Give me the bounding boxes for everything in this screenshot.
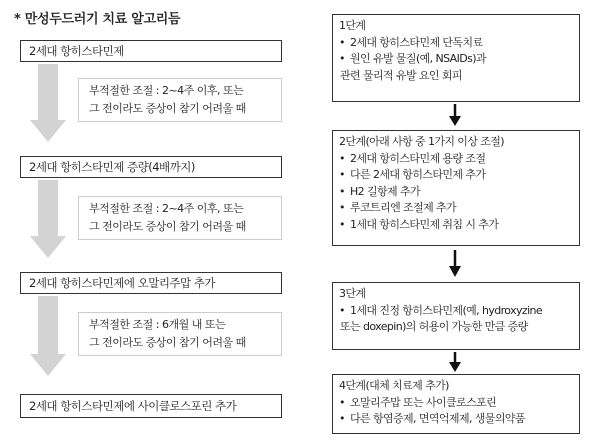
black-down-arrow — [447, 352, 463, 374]
step-item: • 오말리주맙 또는 사이클로스포린 — [339, 395, 575, 412]
note-inadequate-control-1 — [78, 78, 282, 122]
note-line: 부적절한 조절 : 2~4주 이후, 또는 — [89, 84, 244, 97]
step-heading: 4단계(대체 치료제 추가) — [339, 379, 449, 392]
step-item: • 2세대 항히스타민제 단독치료 — [339, 35, 575, 52]
note-line: 그 전이라도 증상이 참기 어려울 때 — [89, 336, 246, 349]
step-heading: 1단계 — [339, 19, 366, 32]
step-3-box — [332, 282, 580, 350]
step-4-box — [332, 374, 580, 434]
grey-down-arrow — [28, 296, 68, 378]
black-down-arrow — [447, 104, 463, 128]
note-line: 그 전이라도 증상이 참기 어려울 때 — [89, 102, 246, 115]
note-line: 그 전이라도 증상이 참기 어려울 때 — [89, 220, 246, 233]
step-item: • 루코트리엔 조절제 추가 — [339, 200, 575, 217]
step-item: • 2세대 항히스타민제 용량 조절 — [339, 151, 575, 168]
left-box-label: 2세대 항히스타민제에 사이클로스포린 추가 — [29, 399, 237, 413]
step-heading: 3단계 — [339, 287, 366, 300]
step-item: • H2 길항제 추가 — [339, 184, 575, 201]
left-box-antihistamine — [20, 40, 282, 62]
grey-down-arrow — [28, 180, 68, 260]
step-item: • 다른 항염증제, 면역억제제, 생물의약품 — [339, 411, 575, 428]
step-item: • 1세대 진정 항히스타민제(예, hydroxyzine — [339, 303, 575, 320]
note-line: 부적절한 조절 : 2~4주 이후, 또는 — [89, 202, 244, 215]
black-down-arrow — [447, 250, 463, 280]
left-box-add-cyclosporine — [20, 394, 282, 418]
note-inadequate-control-2 — [78, 196, 282, 240]
note-inadequate-control-3 — [78, 312, 282, 356]
step-item: • 다른 2세대 항히스타민제 추가 — [339, 167, 575, 184]
step-item-continuation: 또는 doxepin)의 허용이 가능한 만큼 증량 — [340, 320, 528, 333]
page-title: * 만성두드러기 치료 알고리듬 — [14, 12, 181, 27]
left-box-add-omalizumab — [20, 272, 282, 294]
left-box-dose-increase — [20, 156, 282, 178]
left-box-label: 2세대 항히스타민제에 오말리주맙 추가 — [29, 276, 216, 290]
step-heading: 2단계(아래 사항 중 1가지 이상 조절) — [339, 135, 505, 148]
step-2-box — [332, 130, 580, 246]
step-item: • 원인 유발 물질(예, NSAIDs)과 — [339, 51, 575, 68]
step-1-box — [332, 14, 580, 102]
grey-down-arrow — [28, 64, 68, 144]
step-item: • 1세대 항히스타민제 취침 시 추가 — [339, 217, 575, 234]
step-item-continuation: 관련 물리적 유발 요인 회피 — [340, 68, 462, 82]
left-box-label: 2세대 항히스타민제 증량(4배까지) — [29, 160, 195, 174]
note-line: 부적절한 조절 : 6개월 내 또는 — [89, 318, 226, 331]
left-box-label: 2세대 항히스타민제 — [29, 44, 124, 58]
